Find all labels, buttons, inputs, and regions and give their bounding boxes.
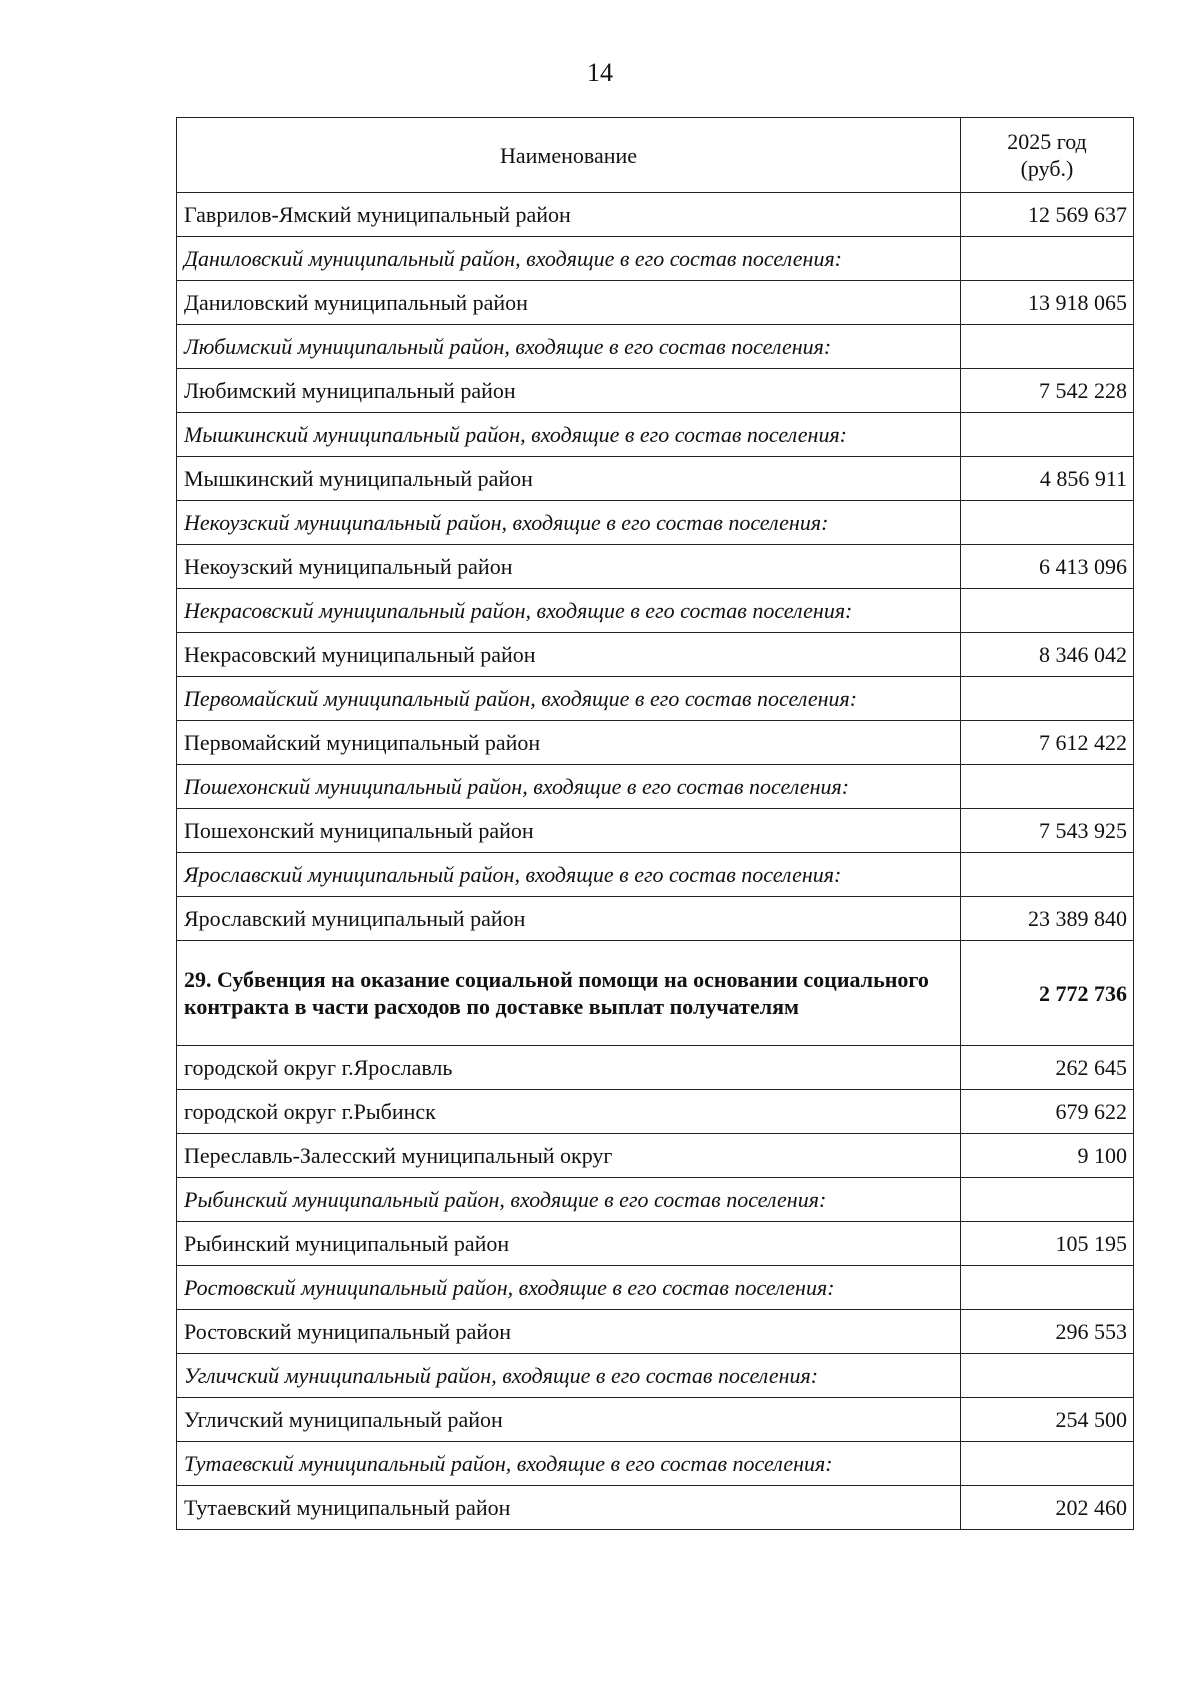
subvention-total-row [177, 941, 1134, 1046]
section-header-row [177, 413, 1134, 457]
row-name: Угличский муниципальный район, входящие в его состав поселения: [177, 1354, 961, 1398]
row-value [961, 677, 1134, 721]
row-name: Рыбинский муниципальный район, входящие в его состав поселения: [177, 1178, 961, 1222]
section-header-row [177, 1442, 1134, 1486]
row-name: Ростовский муниципальный район [177, 1310, 961, 1354]
section-header-row [177, 853, 1134, 897]
row-value [961, 501, 1134, 545]
row-value: 6 413 096 [961, 545, 1134, 589]
row-value [961, 1354, 1134, 1398]
row-value: 7 542 228 [961, 369, 1134, 413]
table-row [177, 1090, 1134, 1134]
section-header-row [177, 1178, 1134, 1222]
row-value: 105 195 [961, 1222, 1134, 1266]
row-name: Тутаевский муниципальный район [177, 1486, 961, 1530]
row-name: Даниловский муниципальный район [177, 281, 961, 325]
table-row [177, 457, 1134, 501]
row-value: 262 645 [961, 1046, 1134, 1090]
table-row [177, 721, 1134, 765]
table-row [177, 1222, 1134, 1266]
row-value [961, 237, 1134, 281]
section-header-row [177, 765, 1134, 809]
section-header-row [177, 1354, 1134, 1398]
row-value [961, 1442, 1134, 1486]
row-value: 296 553 [961, 1310, 1134, 1354]
row-name: Некоузский муниципальный район, входящие в его состав поселения: [177, 501, 961, 545]
table-row [177, 1486, 1134, 1530]
row-name: Ярославский муниципальный район, входящие в его состав поселения: [177, 853, 961, 897]
row-name: Любимский муниципальный район, входящие в его состав поселения: [177, 325, 961, 369]
row-name: Мышкинский муниципальный район, входящие в его состав поселения: [177, 413, 961, 457]
row-name: Некрасовский муниципальный район [177, 633, 961, 677]
column-header-year: 2025 год [1007, 129, 1087, 154]
table-row [177, 545, 1134, 589]
row-value: 23 389 840 [961, 897, 1134, 941]
row-name: Рыбинский муниципальный район [177, 1222, 961, 1266]
row-name: Угличский муниципальный район [177, 1398, 961, 1442]
table-row [177, 633, 1134, 677]
table-row [177, 193, 1134, 237]
section-header-row [177, 325, 1134, 369]
table-body [177, 193, 1134, 1530]
table-row [177, 1398, 1134, 1442]
row-name: Некрасовский муниципальный район, входящие в его состав поселения: [177, 589, 961, 633]
row-value: 13 918 065 [961, 281, 1134, 325]
row-name: городской округ г.Рыбинск [177, 1090, 961, 1134]
section-header-row [177, 677, 1134, 721]
row-value: 12 569 637 [961, 193, 1134, 237]
row-value [961, 1178, 1134, 1222]
row-name: Ярославский муниципальный район [177, 897, 961, 941]
table-row [177, 1134, 1134, 1178]
row-value: 9 100 [961, 1134, 1134, 1178]
row-value: 8 346 042 [961, 633, 1134, 677]
row-value [961, 853, 1134, 897]
row-name: Гаврилов-Ямский муниципальный район [177, 193, 961, 237]
row-value: 202 460 [961, 1486, 1134, 1530]
row-value: 2 772 736 [961, 941, 1134, 1046]
row-value [961, 765, 1134, 809]
page-number: 14 [587, 58, 613, 87]
column-header-name: Наименование [177, 118, 961, 193]
row-value: 7 612 422 [961, 721, 1134, 765]
row-name: Переславль-Залесский муниципальный округ [177, 1134, 961, 1178]
row-value [961, 1266, 1134, 1310]
row-name: Пошехонский муниципальный район [177, 809, 961, 853]
row-value: 254 500 [961, 1398, 1134, 1442]
section-header-row [177, 237, 1134, 281]
row-name: Ростовский муниципальный район, входящие в его состав поселения: [177, 1266, 961, 1310]
section-header-row [177, 1266, 1134, 1310]
table-row [177, 809, 1134, 853]
row-value [961, 589, 1134, 633]
row-value: 7 543 925 [961, 809, 1134, 853]
row-name: Пошехонский муниципальный район, входящие в его состав поселения: [177, 765, 961, 809]
section-header-row [177, 589, 1134, 633]
table-row [177, 897, 1134, 941]
row-name: Некоузский муниципальный район [177, 545, 961, 589]
table-row [177, 281, 1134, 325]
row-value: 4 856 911 [961, 457, 1134, 501]
table-row [177, 369, 1134, 413]
budget-table [176, 117, 1134, 1530]
row-name: Первомайский муниципальный район, входящие в его состав поселения: [177, 677, 961, 721]
row-name: Любимский муниципальный район [177, 369, 961, 413]
table-row [177, 1310, 1134, 1354]
row-name: Тутаевский муниципальный район, входящие в его состав поселения: [177, 1442, 961, 1486]
row-value: 679 622 [961, 1090, 1134, 1134]
column-header-unit: (руб.) [1020, 156, 1074, 181]
row-name: 29. Субвенция на оказание социальной помощи на основании социального контракта в части расходов по доставке выплат получателям [177, 941, 961, 1046]
section-header-row [177, 501, 1134, 545]
row-value [961, 325, 1134, 369]
row-name: Первомайский муниципальный район [177, 721, 961, 765]
row-name: Мышкинский муниципальный район [177, 457, 961, 501]
row-name: городской округ г.Ярославль [177, 1046, 961, 1090]
table-row [177, 1046, 1134, 1090]
row-name: Даниловский муниципальный район, входящие в его состав поселения: [177, 237, 961, 281]
table-header-row [177, 118, 1134, 193]
row-value [961, 413, 1134, 457]
column-header-value [961, 118, 1134, 193]
